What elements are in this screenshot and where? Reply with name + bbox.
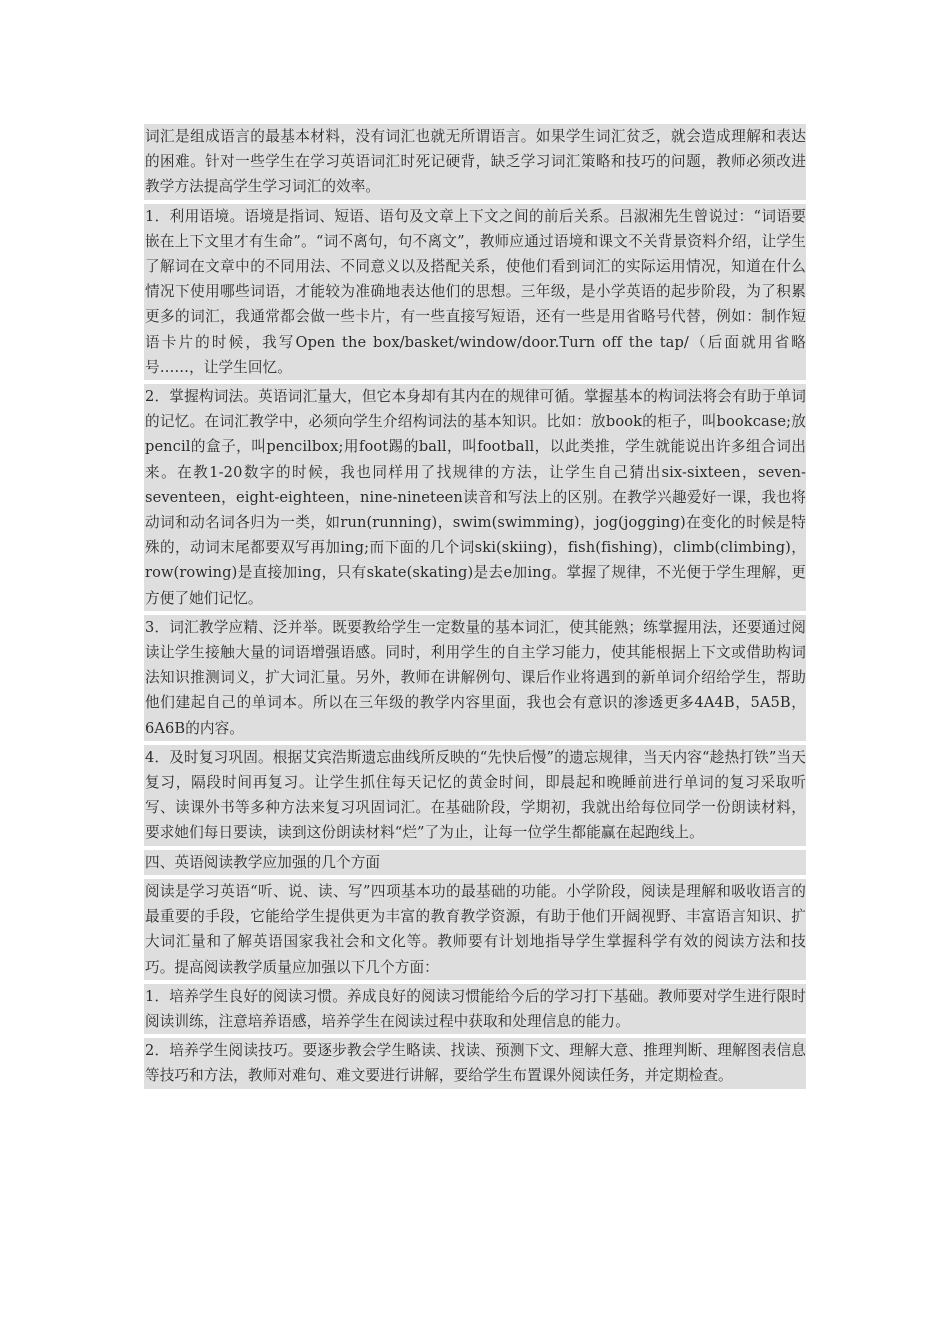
- vocab-point-3-paragraph: 3．词汇教学应精、泛并举。既要教给学生一定数量的基本词汇，使其能熟；练掌握用法，还要通过阅读让学生接触大量的词语增强语感。同时，利用学生的自主学习能力，使其能根据上下文或借助构词法知识推测词义，扩大词汇量。另外，教师在讲解例句、课后作业将遇到的新单词介绍给学生，帮助他们建起自己的单词本。所以在三年级的教学内容里面，我也会有意识的渗透更多4A4B，5A5B，6A6B的内容。: [144, 615, 806, 741]
- vocab-point-1-paragraph: 1．利用语境。语境是指词、短语、语句及文章上下文之间的前后关系。吕淑湘先生曾说过：“词语要嵌在上下文里才有生命”。“词不离句，句不离文”，教师应通过语境和课文不关背景资料介绍，让学生了解词在文章中的不同用法、不同意义以及搭配关系，使他们看到词汇的实际运用情况，知道在什么情况下使用哪些词语，才能较为准确地表达他们的思想。三年级，是小学英语的起步阶段，为了积累更多的词汇，我通常都会做一些卡片，有一些直接写短语，还有一些是用省略号代替，例如：制作短语卡片的时候，我写Open the box/basket/window/door.Turn off the tap/（后面就用省略号……，让学生回忆。: [144, 204, 806, 380]
- vocab-point-2-paragraph: 2．掌握构词法。英语词汇量大，但它本身却有其内在的规律可循。掌握基本的构词法将会有助于单词的记忆。在词汇教学中，必须向学生介绍构词法的基本知识。比如：放book的柜子，叫bookcase;放pencil的盒子，叫pencilbox;用foot踢的ball，叫football，以此类推，学生就能说出许多组合词出来。在教1-20数字的时候，我也同样用了找规律的方法，让学生自己猜出six-sixteen，seven-seventeen，eight-eighteen，nine-nineteen读音和写法上的区别。在教学兴趣爱好一课，我也将动词和动名词各归为一类，如run(running)，swim(swimming)，jog(jogging)在变化的时候是特殊的，动词末尾都要双写再加ing;而下面的几个词ski(skiing)，fish(fishing)，climb(climbing)，row(rowing)是直接加ing，只有skate(skating)是去e加ing。掌握了规律，不光便于学生理解，更方便了她们记忆。: [144, 384, 806, 611]
- reading-intro-paragraph: 阅读是学习英语“听、说、读、写”四项基本功的最基础的功能。小学阶段，阅读是理解和吸收语言的最重要的手段，它能给学生提供更为丰富的教育教学资源，有助于他们开阔视野、丰富语言知识、扩大词汇量和了解英语国家我社会和文化等。教师要有计划地指导学生掌握科学有效的阅读方法和技巧。提高阅读教学质量应加强以下几个方面：: [144, 879, 806, 980]
- reading-point-2-paragraph: 2．培养学生阅读技巧。要逐步教会学生略读、找读、预测下文、理解大意、推理判断、理解图表信息等技巧和方法，教师对难句、难文要进行讲解，要给学生布置课外阅读任务，并定期检查。: [144, 1038, 806, 1088]
- section-heading-reading: 四、英语阅读教学应加强的几个方面: [144, 850, 806, 875]
- reading-point-1-paragraph: 1．培养学生良好的阅读习惯。养成良好的阅读习惯能给今后的学习打下基础。教师要对学生进行限时阅读训练，注意培养语感，培养学生在阅读过程中获取和处理信息的能力。: [144, 984, 806, 1034]
- intro-paragraph: 词汇是组成语言的最基本材料，没有词汇也就无所谓语言。如果学生词汇贫乏，就会造成理解和表达的困难。针对一些学生在学习英语词汇时死记硬背，缺乏学习词汇策略和技巧的问题，教师必须改进教学方法提高学生学习词汇的效率。: [144, 124, 806, 200]
- document-page: [144, 124, 806, 1093]
- vocab-point-4-paragraph: 4．及时复习巩固。根据艾宾浩斯遗忘曲线所反映的“先快后慢”的遗忘规律，当天内容“趁热打铁”当天复习，隔段时间再复习。让学生抓住每天记忆的黄金时间，即晨起和晚睡前进行单词的复习采取听写、读课外书等多种方法来复习巩固词汇。在基础阶段，学期初，我就出给每位同学一份朗读材料，要求她们每日要读，读到这份朗读材料“烂”了为止，让每一位学生都能赢在起跑线上。: [144, 745, 806, 846]
